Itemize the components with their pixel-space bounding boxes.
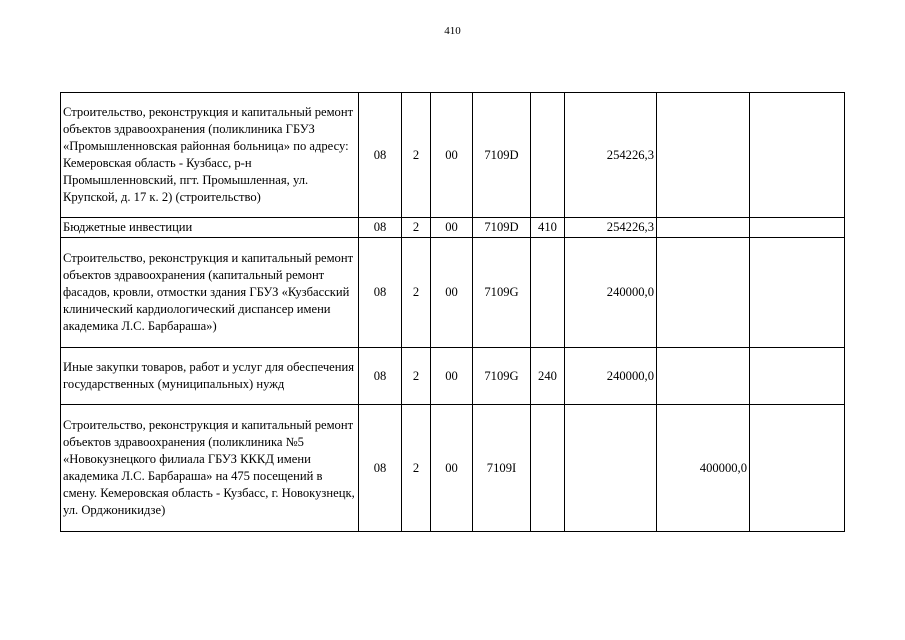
sum-2 <box>657 218 750 238</box>
subsection-code: 2 <box>402 93 431 218</box>
direction-code: 7109D <box>473 93 531 218</box>
sum-2 <box>657 93 750 218</box>
section-code: 08 <box>359 405 402 532</box>
table-row <box>61 93 845 218</box>
table-row <box>61 348 845 405</box>
row-name: Бюджетные инвестиции <box>61 218 359 238</box>
budget-table <box>60 92 845 532</box>
direction-code: 7109D <box>473 218 531 238</box>
section-code: 08 <box>359 218 402 238</box>
sum-2 <box>657 238 750 348</box>
sum-3 <box>750 218 845 238</box>
row-name: Строительство, реконструкция и капитальный ремонт объектов здравоохранения (поликлиника №5 «Новокузнецкого филиала ГБУЗ КККД имени академика Л.С. Барбараша» на 475 посещений в смену. Кемеровская область - Кузбасс, г. Новокузнецк, ул. Орджоникидзе) <box>61 405 359 532</box>
program-code: 00 <box>431 238 473 348</box>
sum-2 <box>657 348 750 405</box>
sum-1 <box>565 405 657 532</box>
sum-1: 254226,3 <box>565 93 657 218</box>
row-name: Строительство, реконструкция и капитальный ремонт объектов здравоохранения (капитальный ремонт фасадов, кровли, отмостки здания ГБУЗ «Кузбасский клинический кардиологический диспансер имени академика Л.С. Барбараша») <box>61 238 359 348</box>
expense-type-code <box>531 405 565 532</box>
program-code: 00 <box>431 93 473 218</box>
direction-code: 7109G <box>473 238 531 348</box>
sum-3 <box>750 405 845 532</box>
expense-type-code: 410 <box>531 218 565 238</box>
table-row <box>61 218 845 238</box>
program-code: 00 <box>431 218 473 238</box>
table-row <box>61 238 845 348</box>
expense-type-code <box>531 238 565 348</box>
row-name: Иные закупки товаров, работ и услуг для обеспечения государственных (муниципальных) нужд <box>61 348 359 405</box>
sum-1: 254226,3 <box>565 218 657 238</box>
subsection-code: 2 <box>402 348 431 405</box>
section-code: 08 <box>359 93 402 218</box>
page-number: 410 <box>444 25 461 37</box>
sum-1: 240000,0 <box>565 238 657 348</box>
program-code: 00 <box>431 348 473 405</box>
row-name: Строительство, реконструкция и капитальный ремонт объектов здравоохранения (поликлиника ГБУЗ «Промышленновская районная больница» по адресу: Кемеровская область - Кузбасс, р-н Промышленновский, пгт. Промышленная, ул. Крупской, д. 17 к. 2) (строительство) <box>61 93 359 218</box>
sum-3 <box>750 93 845 218</box>
table-row <box>61 405 845 532</box>
sum-1: 240000,0 <box>565 348 657 405</box>
sum-3 <box>750 348 845 405</box>
direction-code: 7109I <box>473 405 531 532</box>
section-code: 08 <box>359 238 402 348</box>
subsection-code: 2 <box>402 405 431 532</box>
sum-3 <box>750 238 845 348</box>
direction-code: 7109G <box>473 348 531 405</box>
expense-type-code <box>531 93 565 218</box>
subsection-code: 2 <box>402 238 431 348</box>
expense-type-code: 240 <box>531 348 565 405</box>
section-code: 08 <box>359 348 402 405</box>
subsection-code: 2 <box>402 218 431 238</box>
program-code: 00 <box>431 405 473 532</box>
sum-2: 400000,0 <box>657 405 750 532</box>
